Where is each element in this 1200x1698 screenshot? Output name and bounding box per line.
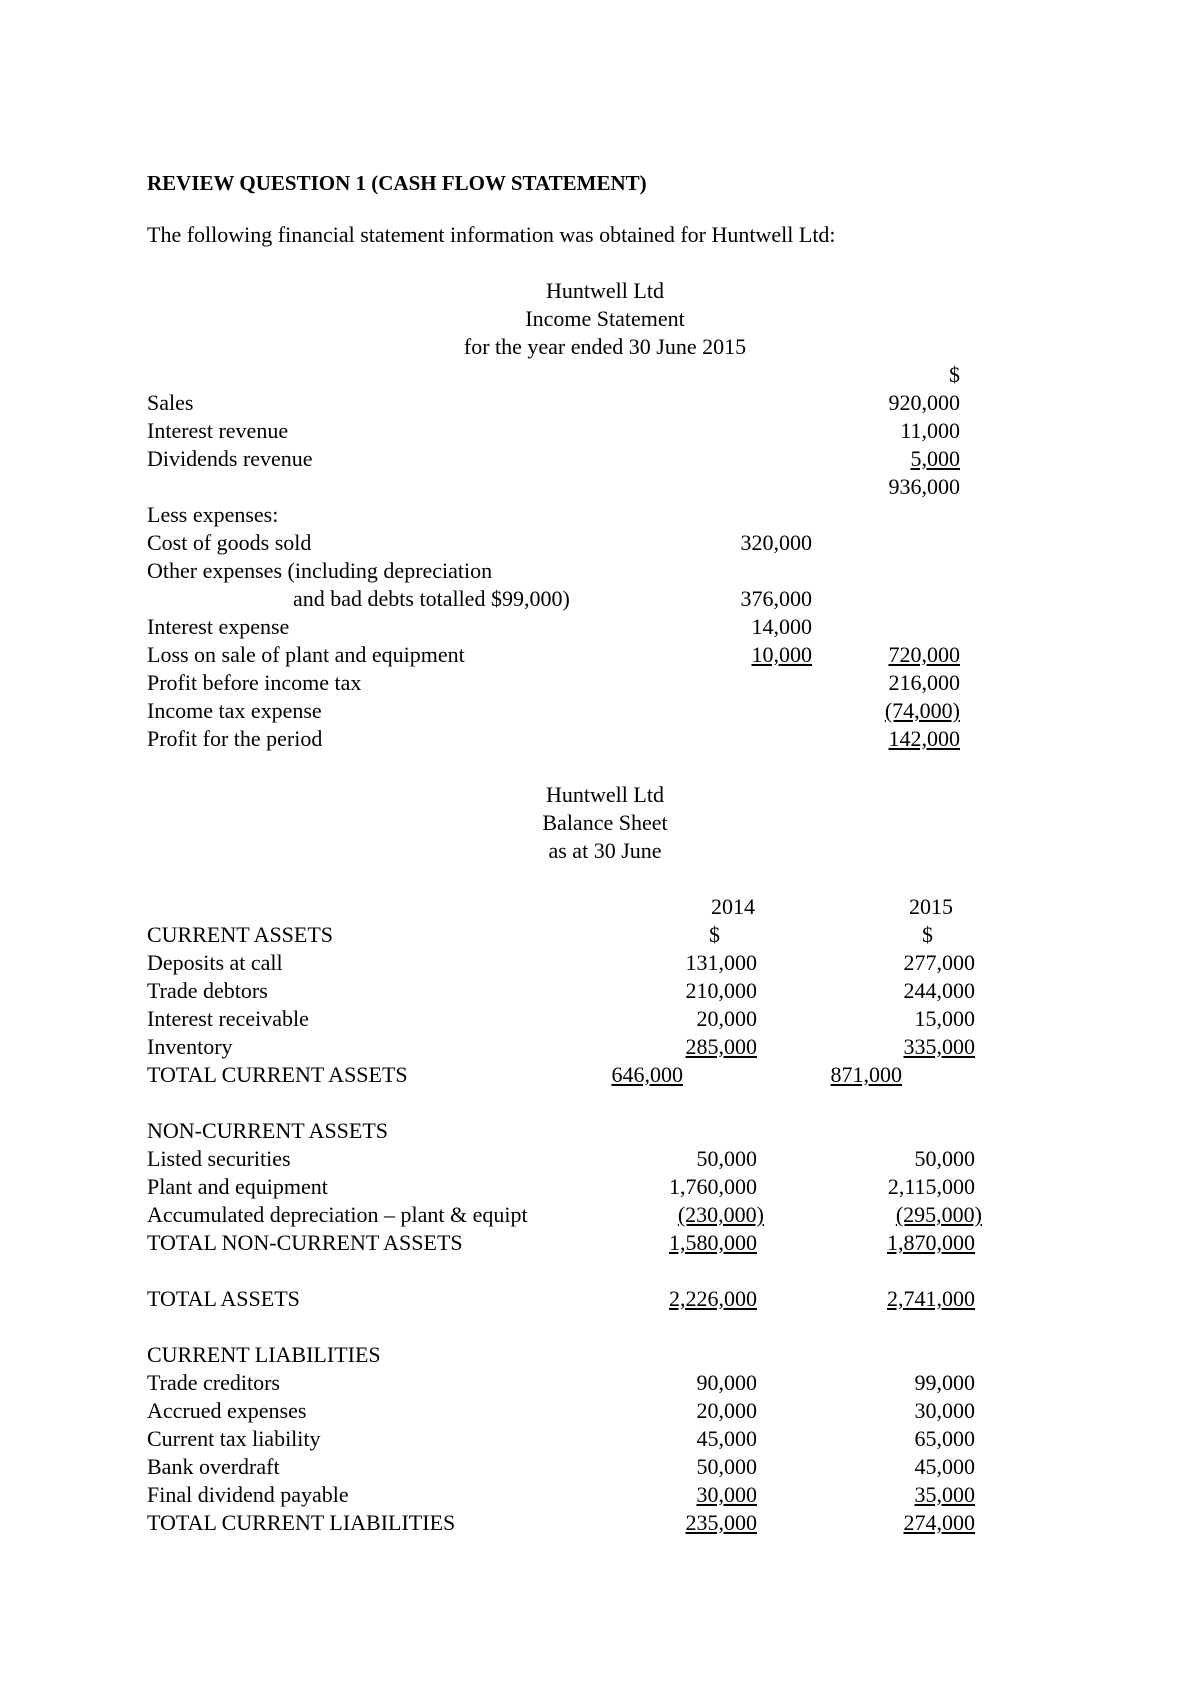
currency-2014: $ [709, 922, 720, 947]
revenue-total: 936,000 [888, 474, 960, 499]
expense-label: Other expenses (including depreciation [147, 558, 493, 583]
total-non-current-assets-label: TOTAL NON-CURRENT ASSETS [147, 1230, 463, 1255]
value-2014: 210,000 [685, 978, 757, 1003]
total-2015: 871,000 [830, 1062, 902, 1087]
value-2015: 2,115,000 [887, 1174, 975, 1199]
value-2014: 131,000 [685, 950, 757, 975]
profit-before-tax-label: Profit before income tax [147, 670, 362, 695]
value-2014: 50,000 [696, 1146, 757, 1171]
value-2015: 35,000 [914, 1482, 975, 1507]
value-2014: 1,760,000 [669, 1174, 757, 1199]
is-currency: $ [949, 362, 960, 387]
value-2014: 50,000 [696, 1454, 757, 1479]
asset-label: Deposits at call [147, 950, 283, 975]
asset-label: Accumulated depreciation – plant & equipt [147, 1202, 528, 1227]
total-assets-label: TOTAL ASSETS [147, 1286, 300, 1311]
liability-label: Accrued expenses [147, 1398, 307, 1423]
value-2015: 15,000 [914, 1006, 975, 1031]
tax-label: Income tax expense [147, 698, 322, 723]
revenue-amount: 11,000 [900, 418, 960, 443]
total-2014: 2,226,000 [669, 1286, 757, 1311]
total-2014: 1,580,000 [669, 1230, 757, 1255]
expense-amount: 10,000 [751, 642, 812, 667]
bs-company: Huntwell Ltd [546, 782, 664, 807]
expense-label: Loss on sale of plant and equipment [147, 642, 465, 667]
asset-label: Inventory [147, 1034, 233, 1059]
bs-title: Balance Sheet [542, 810, 668, 835]
value-2015: 45,000 [914, 1454, 975, 1479]
revenue-label: Dividends revenue [147, 446, 313, 471]
expense-amount: 14,000 [751, 614, 812, 639]
profit-label: Profit for the period [147, 726, 323, 751]
currency-2015: $ [922, 922, 933, 947]
expenses-total: 720,000 [888, 642, 960, 667]
total-2015: 2,741,000 [887, 1286, 975, 1311]
is-title: Income Statement [525, 306, 685, 331]
value-2015: 99,000 [914, 1370, 975, 1395]
year-2014: 2014 [711, 894, 755, 919]
liability-label: Final dividend payable [147, 1482, 349, 1507]
current-liabilities-heading: CURRENT LIABILITIES [147, 1342, 381, 1367]
year-2015: 2015 [909, 894, 953, 919]
revenue-amount: 920,000 [888, 390, 960, 415]
total-current-liabilities-label: TOTAL CURRENT LIABILITIES [147, 1510, 456, 1535]
expense-label: and bad debts totalled $99,000) [293, 586, 570, 611]
total-current-assets-label: TOTAL CURRENT ASSETS [147, 1062, 408, 1087]
total-2014: 235,000 [685, 1510, 757, 1535]
asset-label: Interest receivable [147, 1006, 309, 1031]
value-2015: 277,000 [903, 950, 975, 975]
profit-before-tax: 216,000 [888, 670, 960, 695]
is-company: Huntwell Ltd [546, 278, 664, 303]
value-2014: 285,000 [685, 1034, 757, 1059]
value-2014: 20,000 [696, 1398, 757, 1423]
expense-amount: 376,000 [740, 586, 812, 611]
current-assets-heading: CURRENT ASSETS [147, 922, 334, 947]
page-title: REVIEW QUESTION 1 (CASH FLOW STATEMENT) [147, 171, 647, 195]
asset-label: Trade debtors [147, 978, 268, 1003]
value-2015: 65,000 [914, 1426, 975, 1451]
liability-label: Bank overdraft [147, 1454, 280, 1479]
total-2015: 1,870,000 [887, 1230, 975, 1255]
expense-amount: 320,000 [740, 530, 812, 555]
revenue-amount: 5,000 [910, 446, 960, 471]
value-2014: 20,000 [696, 1006, 757, 1031]
intro-text: The following financial statement information was obtained for Huntwell Ltd: [147, 222, 836, 247]
expense-label: Interest expense [147, 614, 290, 639]
expense-label: Cost of goods sold [147, 530, 312, 555]
value-2015: 335,000 [903, 1034, 975, 1059]
revenue-label: Interest revenue [147, 418, 289, 443]
total-2014: 646,000 [611, 1062, 683, 1087]
value-2015: 30,000 [914, 1398, 975, 1423]
value-2015: (295,000) [895, 1202, 982, 1227]
value-2014: 90,000 [696, 1370, 757, 1395]
asset-label: Plant and equipment [147, 1174, 328, 1199]
non-current-assets-heading: NON-CURRENT ASSETS [147, 1118, 389, 1143]
profit-amount: 142,000 [888, 726, 960, 751]
liability-label: Current tax liability [147, 1426, 321, 1451]
value-2014: 45,000 [696, 1426, 757, 1451]
asset-label: Listed securities [147, 1146, 291, 1171]
total-2015: 274,000 [903, 1510, 975, 1535]
is-period: for the year ended 30 June 2015 [463, 334, 747, 359]
bs-period: as at 30 June [548, 838, 662, 863]
value-2014: 30,000 [696, 1482, 757, 1507]
value-2014: (230,000) [677, 1202, 764, 1227]
value-2015: 244,000 [903, 978, 975, 1003]
tax-amount: (74,000) [884, 698, 960, 723]
liability-label: Trade creditors [147, 1370, 280, 1395]
less-expenses-label: Less expenses: [147, 502, 279, 527]
value-2015: 50,000 [914, 1146, 975, 1171]
revenue-label: Sales [147, 390, 194, 415]
